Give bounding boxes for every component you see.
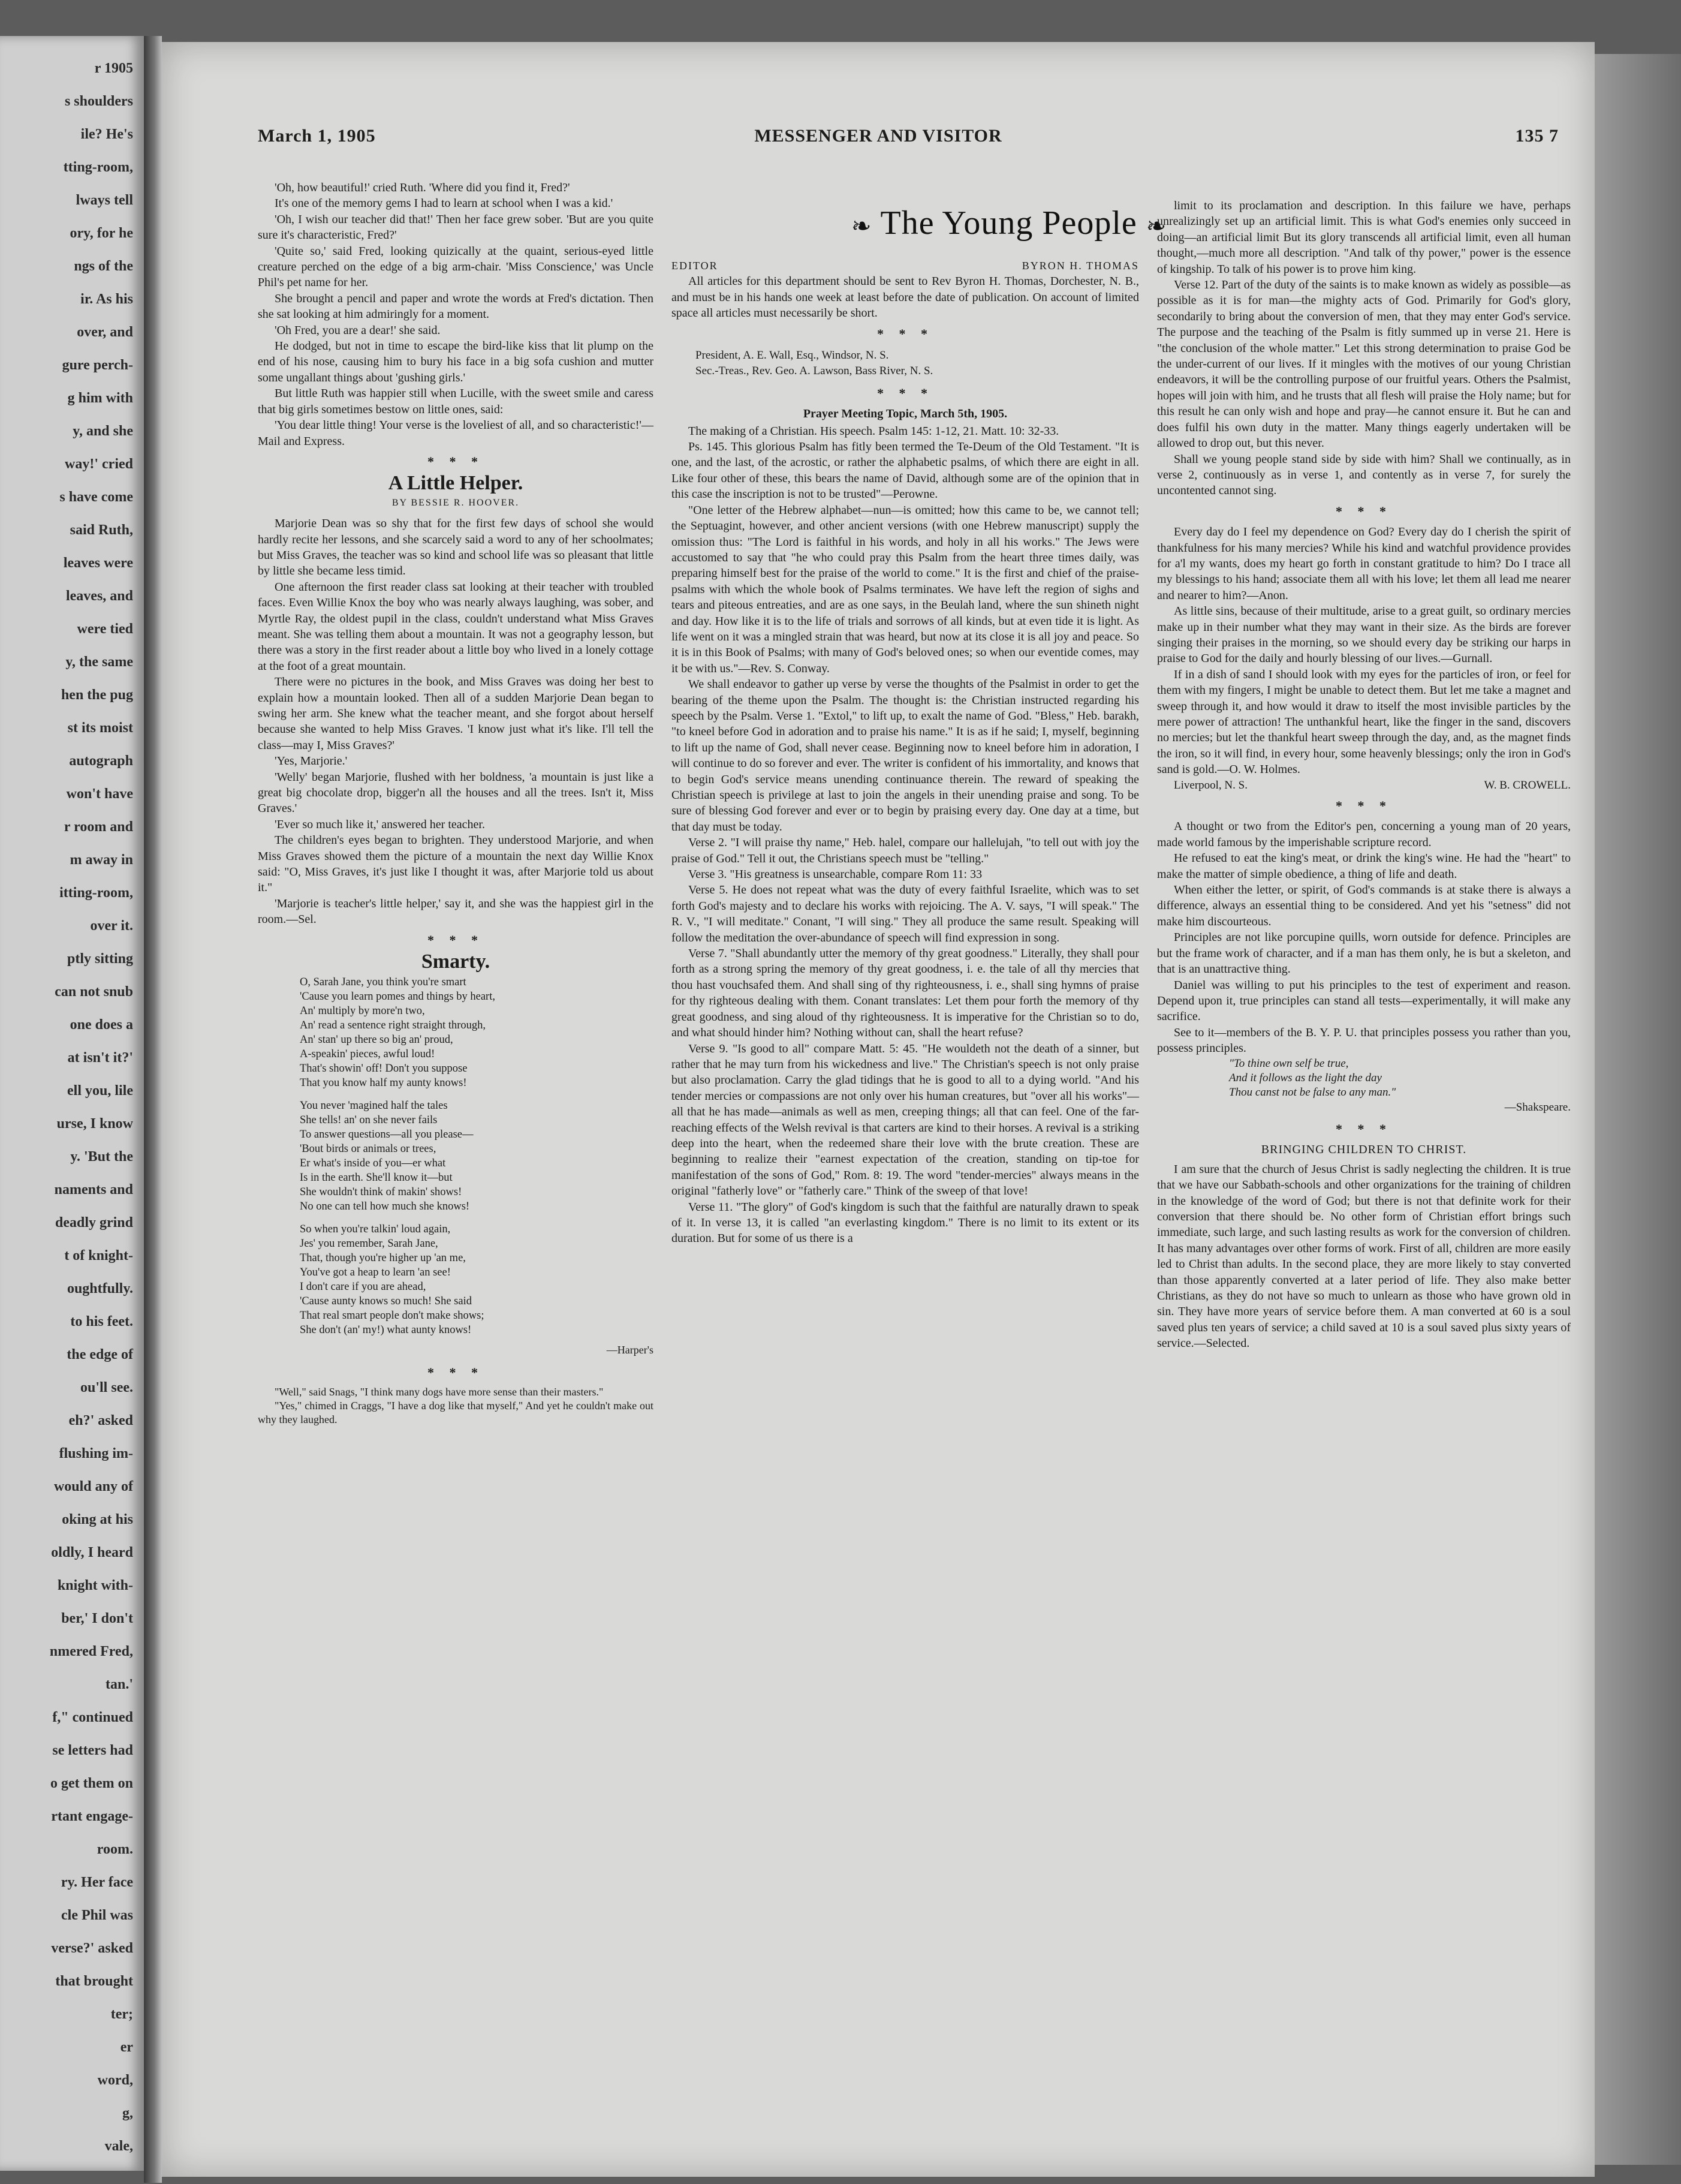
poem-line: An' multiply by more'n two, [300,1004,425,1017]
sliver-line: y, the same [65,654,133,670]
article-paragraph: Verse 11. "The glory" of God's kingdom is such that the faithful are naturally drawn to speak of it. In verse 13, it is called "an everlasting kingdom." There is no limit to its extent or its duration. But for some of us there is a [671,1200,1139,1246]
poem-line: A-speakin' pieces, awful loud! [300,1048,435,1060]
article-paragraph: A thought or two from the Editor's pen, concerning a young man of 20 years, made world famous by the imperishable scripture record. [1157,820,1571,849]
sliver-line: would any of [53,1479,133,1494]
sliver-line: cle Phil was [61,1908,133,1923]
article-paragraph: Principles are not like porcupine quills, worn outside for defence. Principles are but the frame work of character, and if a man has them only, he is but a skeleton, and that is an unattractive thing. [1157,931,1571,976]
sliver-line: oughtfully. [67,1281,133,1296]
sliver-line: urse, I know [56,1116,133,1132]
article-paragraph: Ps. 145. This glorious Psalm has fitly been termed the Te-Deum of the Old Testament. "It is one, and the last, of the acrostic, or rather the alphabetic psalms, of which there are eight in all. Like four other of these, this bears the name of David, although some are of the opinion that in this case the inscription is not to be trusted"—Perowne. [671,440,1139,501]
poem-line: You never 'magined half the tales [300,1099,448,1112]
sliver-line: gure perch- [62,357,133,373]
poem-line: That real smart people don't make shows; [300,1309,484,1322]
quote-line: Thou canst not be false to any man." [1229,1085,1396,1099]
column-1 [258,180,653,1427]
article-paragraph: Verse 5. He does not repeat what was the duty of every faithful Israelite, which was to set forth God's majesty and to declare his works with rejoicing. The A. V. says, "I will speak." The R. V., "I will meditate." Conant, "I will sing." They all produce the same result. Speaking will follow the meditation the over-abundance of speech will find expression in song. [671,883,1139,944]
story-paragraph: But little Ruth was happier still when Lucille, with the sweet smile and caress that big girls sometimes bestow on little ones, said: [258,387,653,416]
anecdote [258,1385,653,1427]
article-paragraph: Shall we young people stand side by side with him? Shall we continually, as in verse 2, continuously as in verse 1, and contently as in verse 7, for surely the uncontented cannot sing. [1157,452,1571,498]
sliver-line: se letters had [52,1743,133,1758]
article-paragraph: 'Yes, Marjorie.' [275,754,348,768]
sliver-line: one does a [70,1017,133,1033]
column-2 [671,258,1139,1247]
poem-line: An' read a sentence right straight through, [300,1019,486,1031]
editor-line [671,258,1139,273]
poem-title-smarty: Smarty. [421,950,490,973]
poem-line: O, Sarah Jane, you think you're smart [300,976,466,988]
section-divider: * * * [427,932,484,947]
sliver-line: room. [97,1842,133,1857]
article-paragraph: Verse 9. "Is good to all" compare Matt. 5: 45. "He wouldeth not the death of a sinner, but rather that he may turn from his wickedness and live." The Christian's speech is not only praise but also proclamation. Carry the glad tidings that he is good to all to a dying world. "And his tender mercies or compassions are not only over his human creatures, but "over all his works"—all that he has made—animals as well as men, creeping things; all that can feel. One of the far-reaching effects of the Welsh revival is that carters are kind to their horses. A revival is a striking deep into the heart, when the redeemed share their love with the brute creation. These are beginning to realize their "earnest expectation of the creation, standing on tip-toe for manifestation of the sons of God," Rom. 8: 19. The word "tender-mercies" always means in the original "fatherly love" or "fatherly care." Think of the sweep of that love! [671,1042,1139,1198]
sliver-line: won't have [66,786,133,802]
article-paragraph: See to it—members of the B. Y. P. U. that principles possess you rather than you, possess principles. [1157,1025,1571,1055]
sliver-line: eh?' asked [68,1413,133,1428]
sliver-line: t of knight- [64,1248,133,1264]
header-date: March 1, 1905 [258,126,376,146]
sliver-line: r room and [64,819,133,835]
poem-line: Er what's inside of you—er what [300,1157,446,1169]
sliver-line: the edge of [67,1347,133,1362]
sliver-line: to his feet. [70,1314,133,1329]
continued-text [1157,198,1571,499]
sliver-line: naments and [54,1182,133,1198]
header-page-number: 135 7 [1515,126,1559,146]
article-paragraph: Marjorie Dean was so shy that for the first few days of school she would hardly recite her lessons, and she scarcely said a word to any of her schoolmates; but Miss Graves, the teacher was so kind and school life was so pleasant that little by little she became less timid. [258,517,653,578]
sliver-line: lways tell [76,192,133,208]
prayer-topic-heading: Prayer Meeting Topic, March 5th, 1905. [803,407,1008,421]
anecdote-paragraph: "Well," said Snags, "I think many dogs have more sense than their masters." [275,1386,604,1398]
sliver-line: word, [97,2072,133,2088]
section-divider: * * * [1336,1121,1392,1136]
story-ending [258,180,653,449]
article-body-little-helper [258,516,653,928]
section-divider: * * * [877,385,933,401]
officers [671,348,1139,380]
sliver-line: m away in [70,852,133,868]
section-divider: * * * [1336,503,1392,519]
sliver-line: hen the pug [61,687,133,703]
sliver-line: y, and she [73,423,133,439]
sliver-line: g, [122,2105,133,2121]
poem-line: So when you're talkin' loud again, [300,1223,451,1235]
story-paragraph: 'Oh, how beautiful!' cried Ruth. 'Where did you find it, Fred?' [275,181,570,194]
adjacent-page-sliver [0,36,144,2171]
sliver-line: verse?' asked [51,1941,133,1956]
article-paragraph: 'Marjorie is teacher's little helper,' say it, and she was the happiest girl in the room.—Sel. [258,897,653,926]
department-intro: All articles for this department should be sent to Rev Byron H. Thomas, Dorchester, N. B., and must be in his hands one week at least before the date of publication. On account of limited space all articles must necessarily be short. [671,275,1139,320]
signature [1157,778,1571,793]
sliver-line: ile? He's [80,127,133,142]
sliver-line: over it. [90,918,133,934]
story-paragraph: 'Quite so,' said Fred, looking quizically at the quaint, serious-eyed little creature perched on the edge of a big arm-chair. 'Miss Conscience,' was Uncle Phil's pet name for her. [258,244,653,290]
sliver-line: y. 'But the [70,1149,133,1165]
poem-line: That, though you're higher up 'an me, [300,1252,466,1264]
stanza-break [300,1090,653,1099]
story-paragraph: 'You dear little thing! Your verse is the loveliest of all, and so characteristic!'—Mail and Express. [258,419,653,448]
sliver-line: ber,' I don't [61,1611,133,1626]
book-gutter [144,36,162,2183]
section-divider: * * * [427,1364,484,1380]
sliver-line: ory, for he [70,225,133,241]
article-paragraph: Verse 7. "Shall abundantly utter the memory of thy great goodness." Literally, they shall pour forth as a strong spring the memory of thy great goodness, i. e. the tale of all thy mercies that thou hast vouchsafed them. And shall sing of thy righteousness, i. e., shall sing hymns of praise for thy righteous dealing with them. Conant translates: Let them pour forth the memory of thy great goodness, and sing aloud of thy righteousness. It is imperative for the Christian so to do, and what should hinder him? Nothing without can, shall the heart refuse? [671,947,1139,1040]
story-paragraph: 'Oh, I wish our teacher did that!' Then her face grew sober. 'But are you quite sure it's characteristic, Fred?' [258,212,653,242]
sliver-line: ry. Her face [61,1875,133,1890]
sliver-line: ell you, lile [67,1083,133,1099]
section-divider: * * * [877,326,933,341]
shakespeare-quote [1157,1057,1571,1100]
article-paragraph: Verse 2. "I will praise thy name," Heb. halel, compare our hallelujah, "to tell out with joy the praise of God." Tell it out, the Christians speech must be "telling." [671,836,1139,865]
poem-line: Jes' you remember, Sarah Jane, [300,1237,438,1250]
column-3 [1157,198,1571,1352]
sliver-line: er [120,2039,133,2055]
officer-secretary: Sec.-Treas., Rev. Geo. A. Lawson, Bass River, N. S. [695,365,933,378]
sliver-line: nmered Fred, [49,1644,133,1659]
article-paragraph: Verse 3. "His greatness is unsearchable, compare Rom 11: 33 [688,868,983,882]
poem-line: Is in the earth. She'll know it—but [300,1171,453,1184]
sliver-line: r 1905 [94,61,133,76]
editor-label: EDITOR [671,260,718,272]
quote-credit: —Shakspeare. [1504,1100,1571,1114]
article-title-little-helper: A Little Helper. [388,472,523,495]
sliver-line: leaves, and [65,588,133,604]
sliver-line: autograph [69,753,133,769]
sliver-line: ngs of the [74,258,133,274]
newspaper-page [162,42,1595,2177]
article-paragraph: Daniel was willing to put his principles to the test of experiment and reason. Depend upon it, true principles can stand all tests—experimentally, it will make any sacrifice. [1157,978,1571,1024]
sliver-line: ou'll see. [80,1380,133,1395]
section-heading-text: The Young People [880,204,1137,242]
poem-line: I don't care if you are ahead, [300,1280,426,1293]
signature-name: W. B. CROWELL. [1484,778,1571,792]
section-divider: * * * [1336,798,1392,814]
article-paragraph: As little sins, because of their multitude, arise to a great guilt, so ordinary mercies make up in their number what they may want in their size. As the birds are forever singing their praises in the morning, so we should every day be striking our harps in praise to God for the daily and hourly blessing of our lives.—Gurnall. [1157,604,1571,666]
article-title-bringing-children: BRINGING CHILDREN TO CHRIST. [1261,1143,1467,1157]
story-paragraph: It's one of the memory gems I had to learn at school when I was a kid.' [275,197,613,210]
sliver-line: deadly grind [55,1215,133,1231]
header-title: MESSENGER AND VISITOR [754,126,1002,146]
sliver-line: s shoulders [64,94,133,109]
sliver-line: rtant engage- [51,1809,133,1824]
sliver-line: leaves were [63,555,133,571]
section-divider: * * * [427,453,484,469]
prayer-topic-line: The making of a Christian. His speech. Psalm 145: 1-12, 21. Matt. 10: 32-33. [688,424,1059,438]
ornament-left-icon: ❧ [851,212,872,240]
article-paragraph: Verse 12. Part of the duty of the saints is to make known as widely as possible—as possible as it is for man—the mighty acts of God. Primarily for God's glory, secondarily to bring about the conversion of men, that they may enter God's service. The purpose and the teaching of the Psalm is fitly summed up in verse 21. Here is "the conclusion of the whole matter." Let this strong determination to praise God be the under-current of our lives. If it mingles with the motives of our young Christian endeavors, it will be the controlling purpose of our fruitful years. Others the Psalmist, hopes will join with him, and he trusts that all flesh will praise the Holy name; but for this result he can only wish and hope and pray—he cannot ensure it. But he can and does fulfil his own duty in the matter. Many things eagerly undertaken will be allowed to drop out, but this never. [1157,278,1571,450]
prayer-topic-body [671,439,1139,1247]
poem-line: That you know half my aunty knows! [300,1076,467,1089]
article-paragraph: 'Welly' began Marjorie, flushed with her boldness, 'a mountain is just like a great big chocolate drop, bigger'n all the houses and all the trees. Isn't it, Miss Graves.' [258,770,653,816]
sliver-line: can not snub [55,984,133,1000]
article-paragraph: If in a dish of sand I should look with my eyes for the particles of iron, or feel for them with my fingers, I might be unable to detect them. But let me take a magnet and sweep through it, and how would it draw to itself the most invisible particles by the mere power of attraction! The unthankful heart, like the finger in the sand, discovers no mercies; but let the thankful heart sweep through the day, and, as the magnet finds the iron, so it will find, in every hour, some heavenly blessings; only the iron in God's sand is gold.—O. W. Holmes. [1157,667,1571,777]
poem-line: No one can tell how much she knows! [300,1200,470,1213]
poem-line: She tells! an' on she never fails [300,1114,438,1126]
sliver-line: f," continued [52,1710,133,1725]
sliver-line: that brought [55,1974,133,1989]
sliver-line: s have come [59,489,133,505]
sliver-line: at isn't it?' [67,1050,133,1066]
poem-line: She wouldn't think of makin' shows! [300,1186,462,1198]
story-paragraph: He dodged, but not in time to escape the bird-like kiss that lit plump on the end of his nose, causing him to bury his face in a big sofa cushion and mutter some ungallant things about 'gushing girls.' [258,339,653,384]
story-paragraph: 'Oh Fred, you are a dear!' she said. [275,323,441,337]
sliver-line: said Ruth, [70,522,133,538]
article-paragraph: There were no pictures in the book, and Miss Graves was doing her best to explain how a mountain looked. Then all of a sudden Marjorie Dean began to swing her arm. She knew what the teacher meant, and she forgot about herself because she wanted to help Miss Graves. 'I know just what it's like. I'll tell the class—may I, Miss Graves?' [258,675,653,752]
sliver-line: itting-room, [59,885,133,901]
poem-credit: —Harper's [606,1343,653,1356]
article-paragraph: Every day do I feel my dependence on God? Every day do I cherish the spirit of thankfulness for his many mercies? While his kind and watchful providence provides for a'l my wants, does my heart go forth in constant gratitude to him? Do I trace all my blessings to his hand; associate them all with his love; let them all lead me nearer and nearer to him?—Anon. [1157,525,1571,602]
poem-line: You've got a heap to learn 'an see! [300,1266,451,1278]
sliver-line: ter; [110,2006,133,2022]
officer-president: President, A. E. Wall, Esq., Windsor, N. S. [695,349,889,362]
sliver-line: oldly, I heard [51,1545,133,1560]
article-paragraph: We shall endeavor to gather up verse by verse the thoughts of the Psalmist in order to get the bearing of the theme upon the Psalm. The thought is: the Christian instructed regarding his speech by the Psalm. Verse 1. "Extol," to lift up, to exalt the name of God. "Bless," Heb. barakh, "to kneel before God in adoration and to praise his name." It is as if he said; I, myself, beginning to lift up the name of God, shall never cease. Beginning now to kneel before him in adoration, I will continue to do so forever and ever. The writer is confident of his immortality, and knows that to begin God's service means unending continuance therein. The reward of speaking the Christian speech is privilege at last to join the angels in their unending praise and song. To be sure of blessing God forever and ever or to begin by praising every day. One day at a time, but that day must be today. [671,678,1139,834]
poem-line: An' stan' up there so big an' proud, [300,1033,453,1046]
sliver-line: ptly sitting [67,951,133,967]
poem-line: 'Cause aunty knows so much! She said [300,1295,472,1307]
stanza-break [300,1214,653,1222]
sliver-line: oking at his [62,1512,133,1527]
quote-line: "To thine own self be true, [1229,1057,1349,1070]
anecdote-paragraph: "Yes," chimed in Craggs, "I have a dog like that myself," And yet he couldn't make out why they laughed. [258,1400,653,1426]
article-paragraph: He refused to eat the king's meat, or drink the king's wine. He had the "heart" to make the matter of simple obedience, a thing of life and death. [1157,852,1571,881]
sliver-line: vale, [104,2138,133,2154]
article-paragraph: 'Ever so much like it,' answered her teacher. [275,817,485,831]
sliver-line: knight with- [57,1578,133,1593]
page-header [162,126,1595,162]
article-body-bringing-children: I am sure that the church of Jesus Christ is sadly neglecting the children. It is true that we have our Sabbath-schools and other organizations for the training of children in the knowledge of the word of God; but there is not that definite work for their conversion that there should be. No other form of Christian effort brings such immediate, such large, and such lasting results as work for the conversion of children. It has many advantages over other forms of work. First of all, children are more easily led to Christ than adults. In the second place, they are more likely to stay converted than those apparently converted at a later period of life. They also make better Christians, as they do not have so much to unlearn as those who have grown old in sin. They have more years of service before them. A man converted at 60 is a soul saved plus ten years of service; a child saved at 10 is a soul saved plus sixty years of service.—Selected. [1157,1162,1571,1350]
sliver-line: g him with [67,390,133,406]
page-edge [1595,54,1681,2165]
sliver-line: tting-room, [63,160,133,175]
story-paragraph: She brought a pencil and paper and wrote the words at Fred's dictation. Then she sat looking at him admiringly for a moment. [258,291,653,321]
editor-name: BYRON H. THOMAS [1022,260,1139,272]
sliver-line: st its moist [67,720,133,736]
article-paragraph: One afternoon the first reader class sat looking at their teacher with troubled faces. Even Willie Knox the boy who was nearly always laughing, was sober, and Myrtle Ray, the oldest pupil in the class, couldn't understand what Miss Graves meant. She was telling them about a mountain. It was not a geography lesson, but there was a story in the first reader about a little boy who lived in a lonely cottage at the foot of a great mountain. [258,580,653,673]
quote-line: And it follows as the light the day [1229,1071,1382,1084]
article-paragraph: When either the letter, or spirit, of God's commands is at stake there is always a difference, always an essential thing to be considered. And yet his "setness" did not make him discourteous. [1157,883,1571,928]
sliver-line: tan.' [105,1677,133,1692]
article-byline: BY BESSIE R. HOOVER. [391,497,520,508]
sliver-line: flushing im- [59,1446,133,1461]
ornament-right-icon: ❧ [1146,212,1167,240]
thankfulness-text [1157,524,1571,778]
poem-line: To answer questions—all you please— [300,1128,474,1141]
article-paragraph: The children's eyes began to brighten. They understood Marjorie, and when Miss Graves showed them the picture of a mountain the next day Willie Knox said: "O, Miss Graves, it's just like I thought it was, after Marjorie told us about it." [258,834,653,895]
poem-line: 'Cause you learn pomes and things by heart, [300,990,495,1003]
sliver-line: way!' cried [65,456,133,472]
signature-place: Liverpool, N. S. [1174,778,1248,792]
poem-line: That's showin' off! Don't you suppose [300,1062,468,1075]
poem-line: She don't (an' my!) what aunty knows! [300,1323,472,1336]
poem-line: 'Bout birds or animals or trees, [300,1142,436,1155]
sliver-line: ir. As his [80,291,133,307]
editor-thoughts [1157,819,1571,1056]
poem-smarty [258,975,653,1337]
sliver-line: over, and [77,324,133,340]
sliver-line: o get them on [50,1776,133,1791]
sliver-line: were tied [77,621,133,637]
article-paragraph: limit to its proclamation and description. In this failure we have, perhaps unrealizingly set up an artificial limit. This is what God's enemies only succeed in doing—an artificial limit But its glory transcends all artificial limit, even all human thought,—much more all description. "And talk of thy power," power is the essence of kingship. To talk of his power is to prove him king. [1157,199,1571,276]
article-paragraph: "One letter of the Hebrew alphabet—nun—is omitted; how this came to be, we cannot tell; the Septuagint, however, and other ancient versions (with one Hebrew manuscript) supply the omission thus: "The Lord is faithful in his words, and holy in all his works." The Jews were accustomed to say that "he who could pray this Psalm from the heart three times daily, was preparing himself best for the praise of the world to come." It is the first and chief of the praise-psalms with which the whole book of Psalms terminates. We have left the region of sighs and tears and piteous entreaties, and are as one says, in the Beulah land, where the sun shineth night and day. How like it is to the life of trials and sorrows of all kinds, but at even tide it is light. As life went on it was a mingled strain that was heard, but now at its close it is all joy and peace. So it is in this Book of Psalms; with many of God's beloved ones; so when our eventide comes, may it be with us."—Rev. S. Conway. [671,503,1139,675]
